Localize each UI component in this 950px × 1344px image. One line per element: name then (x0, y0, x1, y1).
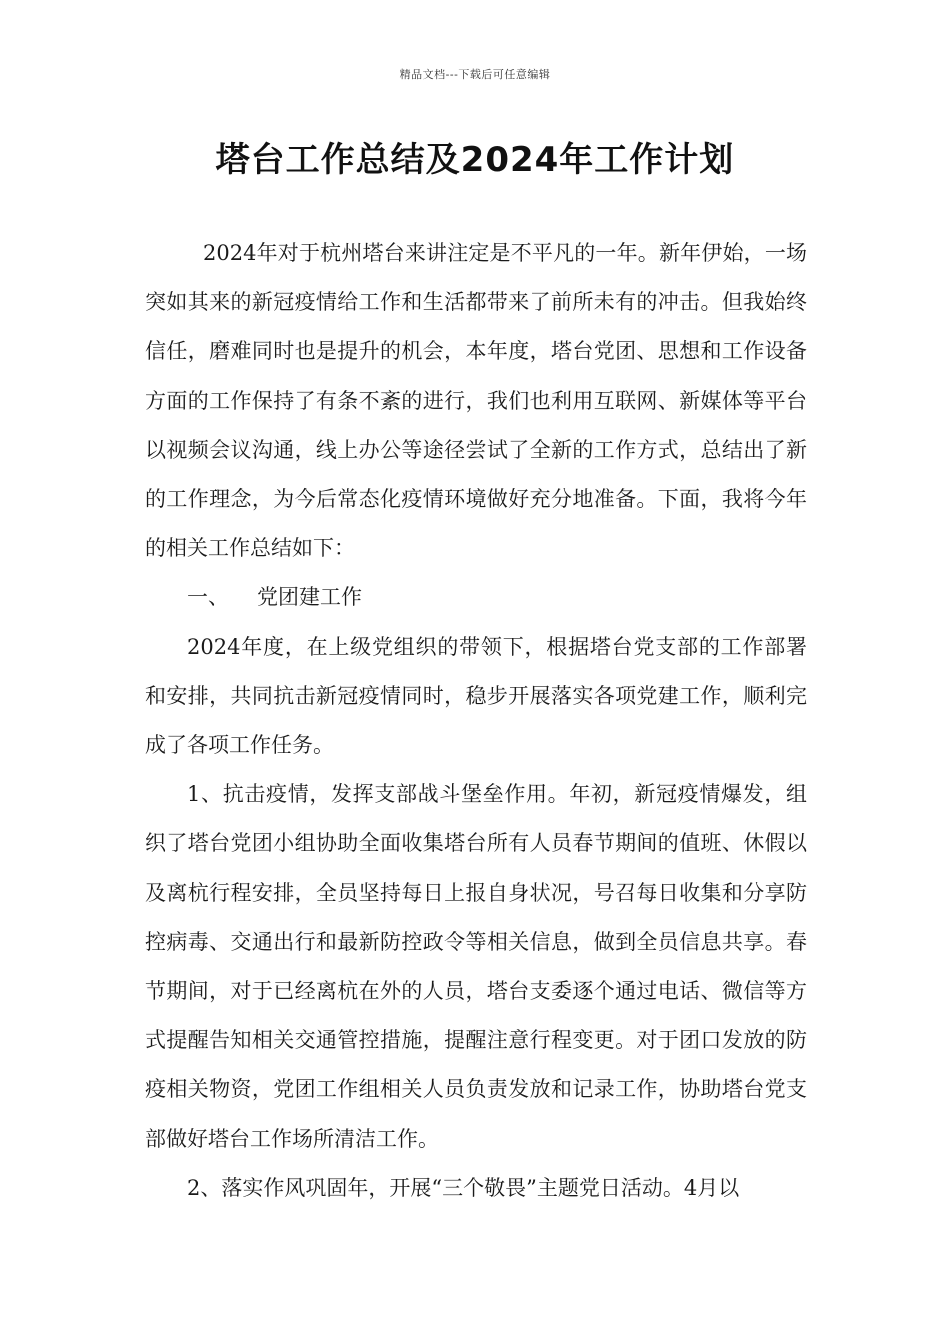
header-note: 精品文档---下载后可任意编辑 (399, 68, 551, 81)
document-body (145, 229, 807, 1213)
section-heading (145, 573, 807, 622)
section-title: 党团建工作 (257, 585, 362, 610)
document-title: 塔台工作总结及2024年工作计划 (215, 140, 735, 180)
intro-paragraph: 2024年对于杭州塔台来讲注定是不平凡的一年。新年伊始，一场突如其来的新冠疫情给工作和生活都带来了前所未有的冲击。但我始终信任，磨难同时也是提升的机会，本年度，塔台党团、思想和工作设备方面的工作保持了有条不紊的进行，我们也利用互联网、新媒体等平台以视频会议沟通，线上办公等途径尝试了全新的工作方式，总结出了新的工作理念，为今后常态化疫情环境做好充分地准备。下面，我将今年的相关工作总结如下： (145, 241, 807, 561)
item-2-paragraph: 2、落实作风巩固年，开展“三个敬畏”主题党日活动。4月以 (187, 1175, 740, 1200)
item-1-paragraph: 1、抗击疫情，发挥支部战斗堡垒作用。年初，新冠疫情爆发，组织了塔台党团小组协助全面收集塔台所有人员春节期间的值班、休假以及离杭行程安排，全员坚持每日上报自身状况，号召每日收集和分享防控病毒、交通出行和最新防控政令等相关信息，做到全员信息共享。春节期间，对于已经离杭在外的人员，塔台支委逐个通过电话、微信等方式提醒告知相关交通管控措施，提醒注意行程变更。对于团口发放的防疫相关物资，党团工作组相关人员负责发放和记录工作，协助塔台党支部做好塔台工作场所清洁工作。 (145, 782, 807, 1151)
section-number: 一、 (187, 585, 229, 610)
section-intro-paragraph: 2024年度，在上级党组织的带领下，根据塔台党支部的工作部署和安排，共同抗击新冠疫情同时，稳步开展落实各项党建工作，顺利完成了各项工作任务。 (145, 634, 807, 758)
